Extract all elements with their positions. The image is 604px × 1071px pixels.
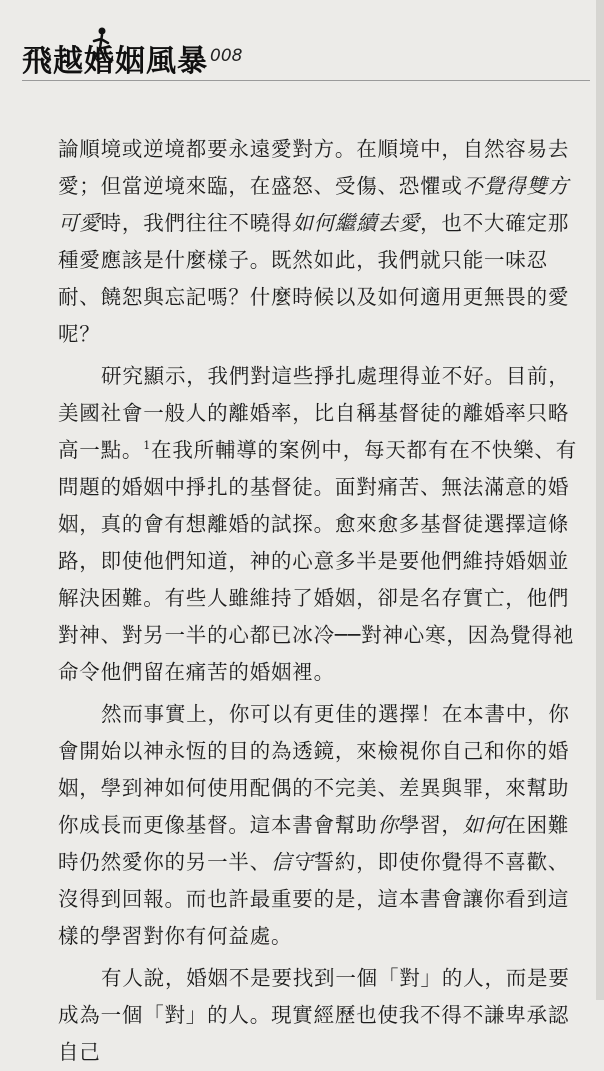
couple-figure-icon bbox=[88, 26, 114, 70]
text-segment: ，也不大確定那種愛應該是什麼樣子。既然如此，我們就只能一味忍耐、饒恕與忘記嗎？什麼時候以及如何適用更無畏的愛呢？ bbox=[58, 211, 570, 346]
emphasized-text: 你 bbox=[377, 813, 399, 837]
paragraph bbox=[58, 696, 578, 955]
paragraph bbox=[58, 358, 578, 691]
text-segment: 論順境或逆境都要永遠愛對方。在順境中，自然容易去愛；但當逆境來臨，在盛怒、受傷、恐懼或 bbox=[58, 137, 570, 198]
paragraph bbox=[58, 960, 578, 1071]
emphasized-text: 不覺得雙方可愛 bbox=[58, 174, 570, 235]
text-segment: 學習， bbox=[398, 813, 463, 837]
footnote-marker: 1 bbox=[143, 439, 152, 453]
running-header bbox=[22, 24, 592, 84]
header-divider bbox=[22, 80, 590, 81]
emphasized-text: 如何繼續去愛 bbox=[292, 211, 421, 235]
text-segment: 在我所輔導的案例中，每天都有在不快樂、有問題的婚姻中掙扎的基督徒。面對痛苦、無法滿意的婚姻，真的會有想離婚的試探。愈來愈多基督徒選擇這條路，即使他們知道，神的心意多半是要他們維持婚姻並解決困難。有些人雖維持了婚姻，卻是名存實亡，他們對神、對另一半的心都已冰冷──對神心寒，因為覺得祂命令他們留在痛苦的婚姻裡。 bbox=[58, 438, 578, 684]
text-segment: 研究顯示，我們對這些掙扎處理得並不好。目前，美國社會一般人的離婚率，比自稱基督徒的離婚率只略高一點。 bbox=[58, 364, 570, 462]
body-text bbox=[58, 131, 578, 1071]
text-segment: 然而事實上，你可以有更佳的選擇！在本書中，你會開始以神永恆的目的為透鏡，來檢視你自己和你的婚姻，學到神如何使用配偶的不完美、差異與罪，來幫助你成長而更像基督。這本書會幫助 bbox=[58, 702, 570, 837]
text-segment: 誓約，即使你覺得不喜歡、沒得到回報。而也許最重要的是，這本書會讓你看到這樣的學習對你有何益處。 bbox=[58, 850, 570, 948]
paragraph bbox=[58, 131, 578, 353]
emphasized-text: 信守 bbox=[271, 850, 314, 874]
emphasized-text: 如何 bbox=[462, 813, 506, 837]
page-edge-shadow bbox=[596, 0, 604, 1000]
text-segment: 有人說，婚姻不是要找到一個「對」的人，而是要成為一個「對」的人。現實經歷也使我不得不謙卑承認自己 bbox=[58, 966, 570, 1064]
text-segment: 時，我們往往不曉得 bbox=[100, 211, 293, 235]
book-title: 飛越婚姻風暴 bbox=[22, 44, 208, 79]
text-segment: 在困難時仍然愛你的另一半、 bbox=[58, 813, 570, 874]
page-number: 008 bbox=[210, 46, 243, 66]
